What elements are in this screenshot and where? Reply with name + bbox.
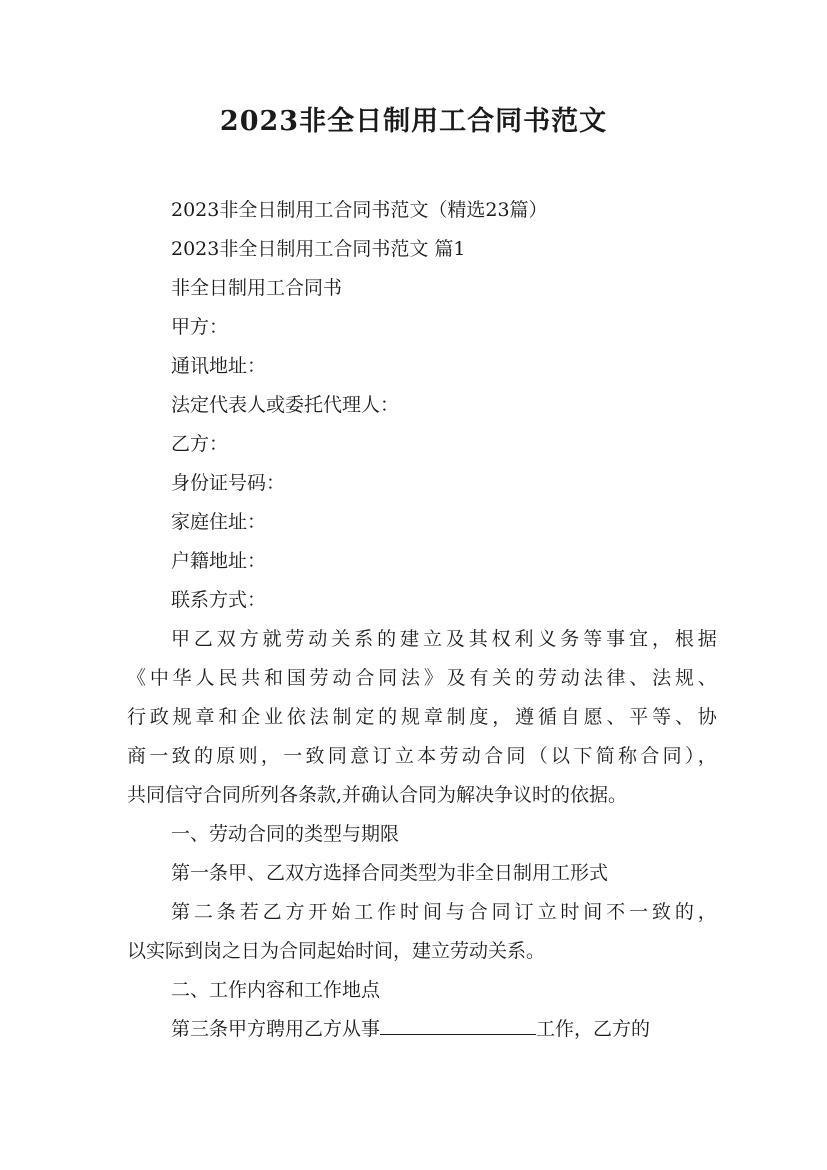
party-b-label: 乙方： (171, 433, 229, 455)
id-number-label: 身份证号码： (171, 472, 286, 494)
section-2-heading: 二、工作内容和工作地点 (171, 979, 381, 1001)
document-body (127, 191, 717, 1049)
article-1: 第一条甲、乙双方选择合同类型为非全日制用工形式 (171, 862, 609, 884)
fill-in-blank (380, 1014, 536, 1035)
article-3 (127, 1010, 717, 1049)
address-label: 通讯地址： (171, 355, 267, 377)
contact-label: 联系方式： (171, 589, 267, 611)
article-2-line: 第二条若乙方开始工作时间与合同订立时间不一致的， (171, 901, 717, 923)
section-1-heading: 一、劳动合同的类型与期限 (171, 823, 400, 845)
party-a-label: 甲方： (171, 316, 229, 338)
article-2-line: 以实际到岗之日为合同起始时间，建立劳动关系。 (127, 940, 546, 962)
article-3-text-before: 第三条甲方聘用乙方从事 (171, 1018, 381, 1040)
document-title: 2023非全日制用工合同书范文 (219, 106, 608, 137)
article-3-text-after: 工作，乙方的 (536, 1018, 651, 1040)
paragraph-line: 共同信守合同所列各条款,并确认合同为解决争议时的依据。 (127, 784, 628, 806)
home-address-label: 家庭住址： (171, 511, 267, 533)
paragraph-line: 《中华人民共和国劳动合同法》及有关的劳动法律、法规、 (127, 667, 717, 689)
household-address-label: 户籍地址： (171, 550, 267, 572)
paragraph-line: 行政规章和企业依法制定的规章制度，遵循自愿、平等、协 (127, 706, 717, 728)
section-heading-line: 2023非全日制用工合同书范文 篇1 (171, 238, 466, 260)
subtitle-line: 2023非全日制用工合同书范文（精选23篇） (171, 199, 548, 221)
legal-representative-label: 法定代表人或委托代理人： (171, 394, 400, 416)
paragraph-line: 甲乙双方就劳动关系的建立及其权利义务等事宜，根据 (171, 628, 717, 650)
paragraph-line: 商一致的原则，一致同意订立本劳动合同（以下简称合同）， (127, 745, 717, 767)
contract-name-line: 非全日制用工合同书 (171, 277, 343, 299)
